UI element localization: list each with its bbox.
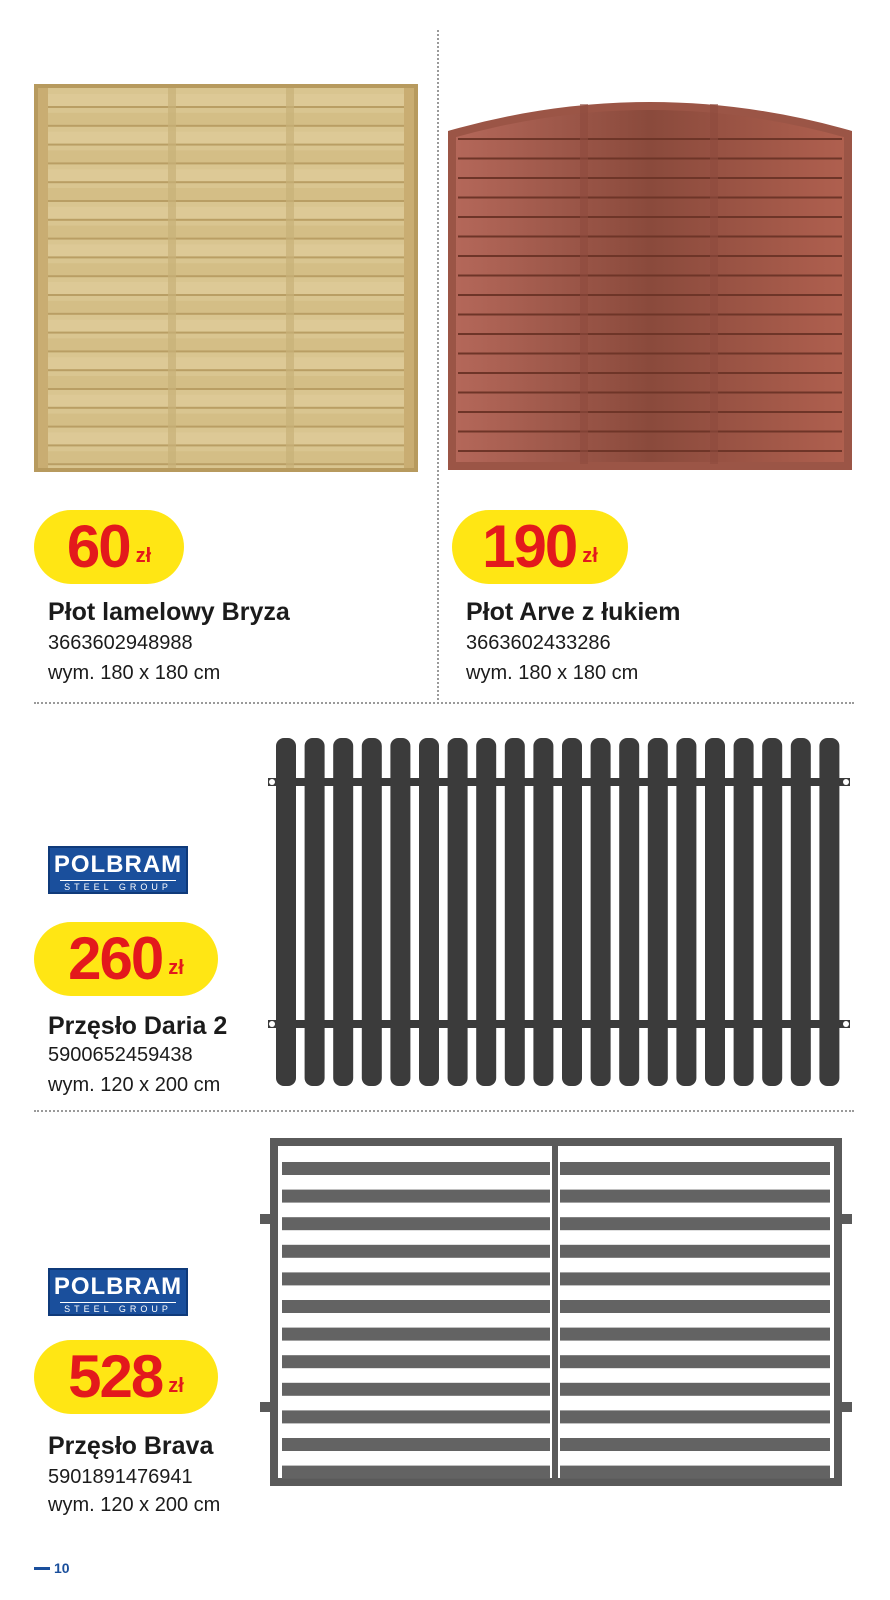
product-name: Przęsło Brava (48, 1432, 214, 1460)
product-ean: 3663602948988 (48, 632, 193, 654)
price-currency: zł (168, 1374, 184, 1397)
price-value: 260 (68, 925, 163, 992)
price-tag (34, 1340, 218, 1414)
product-image-picket-fence (264, 734, 854, 1090)
price-value: 190 (482, 513, 577, 580)
product-name: Płot lamelowy Bryza (48, 598, 290, 626)
product-ean: 5901891476941 (48, 1466, 193, 1488)
horizontal-divider (34, 1110, 854, 1112)
product-size: wym. 120 x 200 cm (48, 1074, 221, 1096)
price-currency: zł (168, 956, 184, 979)
product-size: wym. 180 x 180 cm (48, 662, 221, 684)
horizontal-divider (34, 702, 854, 704)
product-ean: 5900652459438 (48, 1044, 193, 1066)
page-number-bar (34, 1567, 50, 1570)
price-value: 60 (66, 513, 130, 580)
brand-logo: POLBRAM STEEL GROUP (48, 846, 188, 894)
price-currency: zł (582, 544, 598, 567)
product-image-slat-fence (256, 1138, 856, 1486)
price-currency: zł (135, 544, 152, 567)
product-name: Płot Arve z łukiem (466, 598, 681, 626)
product-image-arched-fence (448, 98, 852, 470)
product-image-lamella-fence (34, 84, 418, 472)
vertical-divider (437, 30, 439, 700)
product-ean: 3663602433286 (466, 632, 611, 654)
price-tag (452, 510, 628, 584)
price-tag (34, 922, 218, 996)
price-tag (34, 510, 184, 584)
page-number-text: 10 (54, 1560, 70, 1576)
price-value: 528 (68, 1343, 163, 1410)
product-size: wym. 120 x 200 cm (48, 1494, 221, 1516)
product-name: Przęsło Daria 2 (48, 1012, 228, 1040)
product-size: wym. 180 x 180 cm (466, 662, 639, 684)
page-number (34, 1560, 70, 1576)
brand-logo: POLBRAM STEEL GROUP (48, 1268, 188, 1316)
